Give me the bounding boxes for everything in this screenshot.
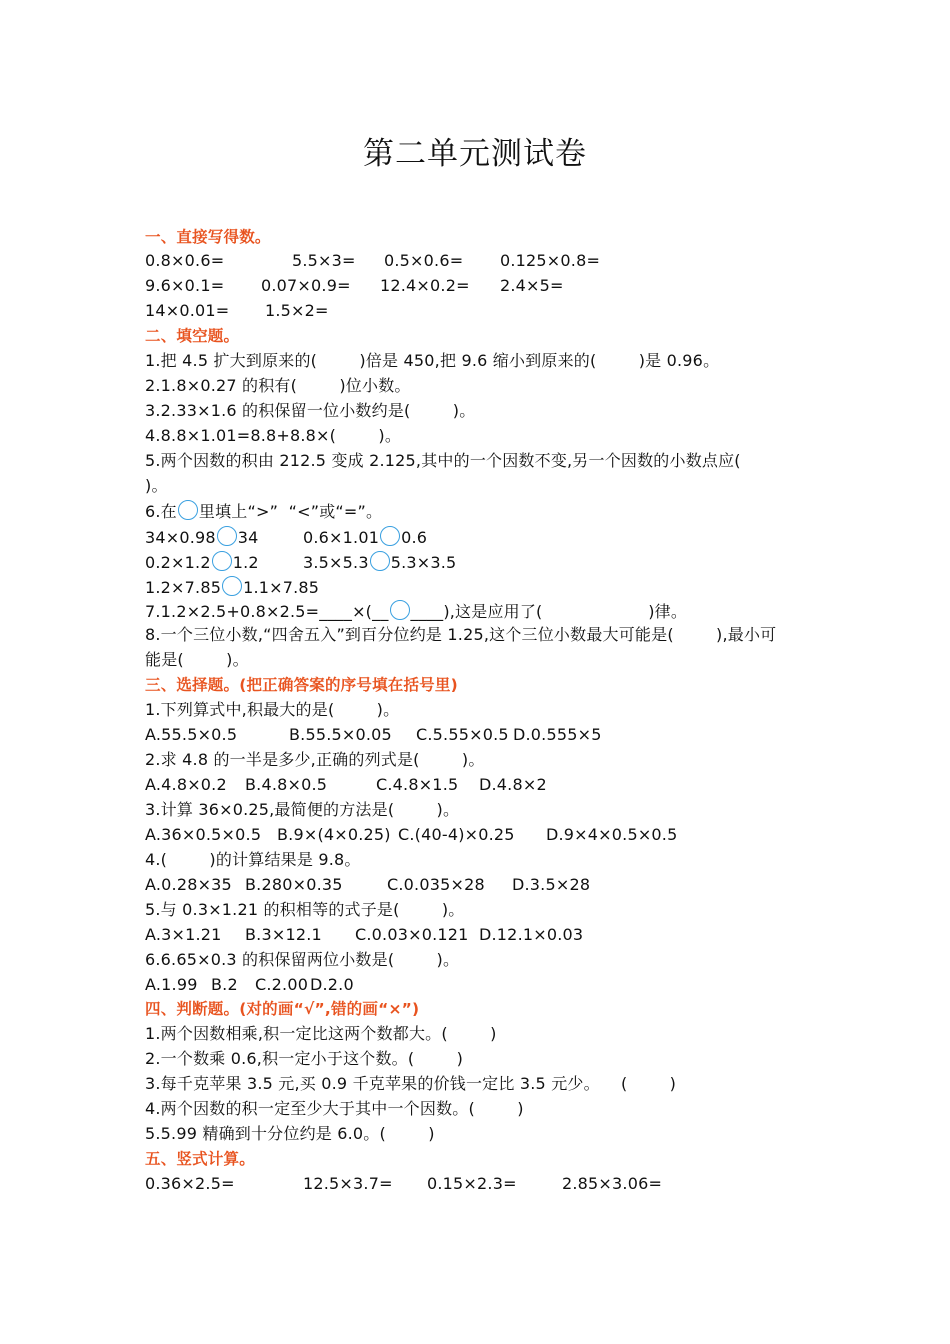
fill-question-5: 5.两个因数的积由 212.5 变成 2.125,其中的一个因数不变,另一个因数的小数点应( <box>145 451 741 470</box>
calc-item: 0.36×2.5= <box>145 1174 235 1193</box>
calc-item: 0.07×0.9= <box>261 276 351 295</box>
option-d[interactable]: D.4.8×2 <box>479 775 547 794</box>
vertical-calc-row <box>145 1174 663 1194</box>
fill-question-8-cont: 能是( )。 <box>145 650 249 669</box>
choice-question-4: 4.( )的计算结果是 9.8。 <box>145 850 361 869</box>
compare-left: 3.5×5.3 <box>303 553 369 572</box>
compare-left: 0.6×1.01 <box>303 528 380 547</box>
option-c[interactable]: C.2.00 <box>255 975 309 994</box>
compare-right: 34 <box>237 528 259 547</box>
compare-circle-icon[interactable] <box>222 576 242 596</box>
option-b[interactable]: B.55.5×0.05 <box>289 725 392 744</box>
judge-question-3: 3.每千克苹果 3.5 元,买 0.9 千克苹果的价钱一定比 3.5 元少。 ( ) <box>145 1074 677 1093</box>
option-a[interactable]: A.36×0.5×0.5 <box>145 825 262 844</box>
calc-item: 2.4×5= <box>500 276 564 295</box>
calc-row-3 <box>145 301 329 321</box>
calc-item: 1.5×2= <box>265 301 329 320</box>
option-d[interactable]: D.12.1×0.03 <box>479 925 584 944</box>
fill-question-7 <box>145 600 687 622</box>
compare-circle-icon[interactable] <box>370 551 390 571</box>
choice-options-1 <box>145 725 602 745</box>
section-2-heading: 二、填空题。 <box>145 327 240 345</box>
option-c[interactable]: C.0.035×28 <box>387 875 485 894</box>
fill-question-4: 4.8.8×1.01=8.8+8.8×( )。 <box>145 426 402 445</box>
section-1-heading: 一、直接写得数。 <box>145 228 271 246</box>
option-b[interactable]: B.2 <box>211 975 238 994</box>
compare-circle-icon[interactable] <box>212 551 232 571</box>
calc-row-2 <box>145 276 564 296</box>
calc-row-1 <box>145 251 601 271</box>
judge-question-5: 5.5.99 精确到十分位约是 6.0。( ) <box>145 1124 435 1143</box>
calc-item: 0.15×2.3= <box>427 1174 517 1193</box>
choice-options-3 <box>145 825 678 845</box>
fill-question-1: 1.把 4.5 扩大到原来的( )倍是 450,把 9.6 缩小到原来的( )是 0.96。 <box>145 351 720 370</box>
compare-left: 0.2×1.2 <box>145 553 211 572</box>
option-b[interactable]: B.4.8×0.5 <box>245 775 328 794</box>
calc-item: 0.8×0.6= <box>145 251 225 270</box>
compare-row-1 <box>145 526 428 548</box>
fill-question-5-cont: )。 <box>145 476 168 495</box>
question-text: ____),这是应用了( )律。 <box>410 602 688 621</box>
option-c[interactable]: C.5.55×0.5 <box>416 725 509 744</box>
question-text: 6.在 <box>145 502 177 521</box>
choice-options-6 <box>145 975 354 995</box>
option-c[interactable]: C.(40-4)×0.25 <box>398 825 515 844</box>
compare-left: 34×0.98 <box>145 528 216 547</box>
option-d[interactable]: D.9×4×0.5×0.5 <box>546 825 678 844</box>
fill-question-6 <box>145 500 382 522</box>
fill-question-3: 3.2.33×1.6 的积保留一位小数约是( )。 <box>145 401 476 420</box>
option-c[interactable]: C.4.8×1.5 <box>376 775 459 794</box>
section-5-heading: 五、竖式计算。 <box>145 1150 255 1168</box>
option-a[interactable]: A.1.99 <box>145 975 198 994</box>
option-a[interactable]: A.0.28×35 <box>145 875 232 894</box>
calc-item: 0.125×0.8= <box>500 251 601 270</box>
calc-item: 12.4×0.2= <box>380 276 470 295</box>
option-d[interactable]: D.3.5×28 <box>512 875 591 894</box>
operator-circle-icon[interactable] <box>390 600 410 620</box>
compare-circle-icon[interactable] <box>380 526 400 546</box>
option-a[interactable]: A.3×1.21 <box>145 925 222 944</box>
compare-left: 1.2×7.85 <box>145 578 222 597</box>
question-text: 7.1.2×2.5+0.8×2.5=____×(__ <box>145 602 389 621</box>
compare-right: 5.3×3.5 <box>390 553 457 572</box>
compare-right: 0.6 <box>401 528 428 547</box>
question-text: 里填上“>” “<”或“=”。 <box>198 502 383 521</box>
choice-question-1: 1.下列算式中,积最大的是( )。 <box>145 700 400 719</box>
option-d[interactable]: D.2.0 <box>310 975 354 994</box>
choice-question-3: 3.计算 36×0.25,最简便的方法是( )。 <box>145 800 460 819</box>
judge-question-4: 4.两个因数的积一定至少大于其中一个因数。( ) <box>145 1099 524 1118</box>
option-a[interactable]: A.4.8×0.2 <box>145 775 227 794</box>
judge-question-2: 2.一个数乘 0.6,积一定小于这个数。( ) <box>145 1049 464 1068</box>
section-3-heading: 三、选择题。(把正确答案的序号填在括号里) <box>145 676 458 694</box>
judge-question-1: 1.两个因数相乘,积一定比这两个数都大。( ) <box>145 1024 497 1043</box>
calc-item: 12.5×3.7= <box>303 1174 393 1193</box>
option-a[interactable]: A.55.5×0.5 <box>145 725 238 744</box>
option-b[interactable]: B.3×12.1 <box>245 925 322 944</box>
choice-question-2: 2.求 4.8 的一半是多少,正确的列式是( )。 <box>145 750 485 769</box>
option-b[interactable]: B.280×0.35 <box>245 875 343 894</box>
calc-item: 5.5×3= <box>292 251 356 270</box>
option-d[interactable]: D.0.555×5 <box>513 725 602 744</box>
compare-circle-icon <box>178 500 198 520</box>
choice-options-5 <box>145 925 584 945</box>
choice-question-5: 5.与 0.3×1.21 的积相等的式子是( )。 <box>145 900 465 919</box>
fill-question-2: 2.1.8×0.27 的积有( )位小数。 <box>145 376 411 395</box>
compare-row-2 <box>145 551 457 573</box>
choice-options-4 <box>145 875 591 895</box>
calc-item: 0.5×0.6= <box>384 251 464 270</box>
compare-right: 1.2 <box>232 553 259 572</box>
option-c[interactable]: C.0.03×0.121 <box>355 925 469 944</box>
option-b[interactable]: B.9×(4×0.25) <box>277 825 391 844</box>
page-title: 第二单元测试卷 <box>363 136 587 172</box>
choice-question-6: 6.6.65×0.3 的积保留两位小数是( )。 <box>145 950 460 969</box>
calc-item: 2.85×3.06= <box>562 1174 663 1193</box>
calc-item: 14×0.01= <box>145 301 230 320</box>
choice-options-2 <box>145 775 547 795</box>
compare-circle-icon[interactable] <box>217 526 237 546</box>
compare-row-3 <box>145 576 319 598</box>
fill-question-8: 8.一个三位小数,“四舍五入”到百分位约是 1.25,这个三位小数最大可能是( ),最小可 <box>145 625 777 644</box>
section-4-heading: 四、判断题。(对的画“√”,错的画“×”) <box>145 1000 420 1018</box>
compare-right: 1.1×7.85 <box>243 578 320 597</box>
calc-item: 9.6×0.1= <box>145 276 225 295</box>
